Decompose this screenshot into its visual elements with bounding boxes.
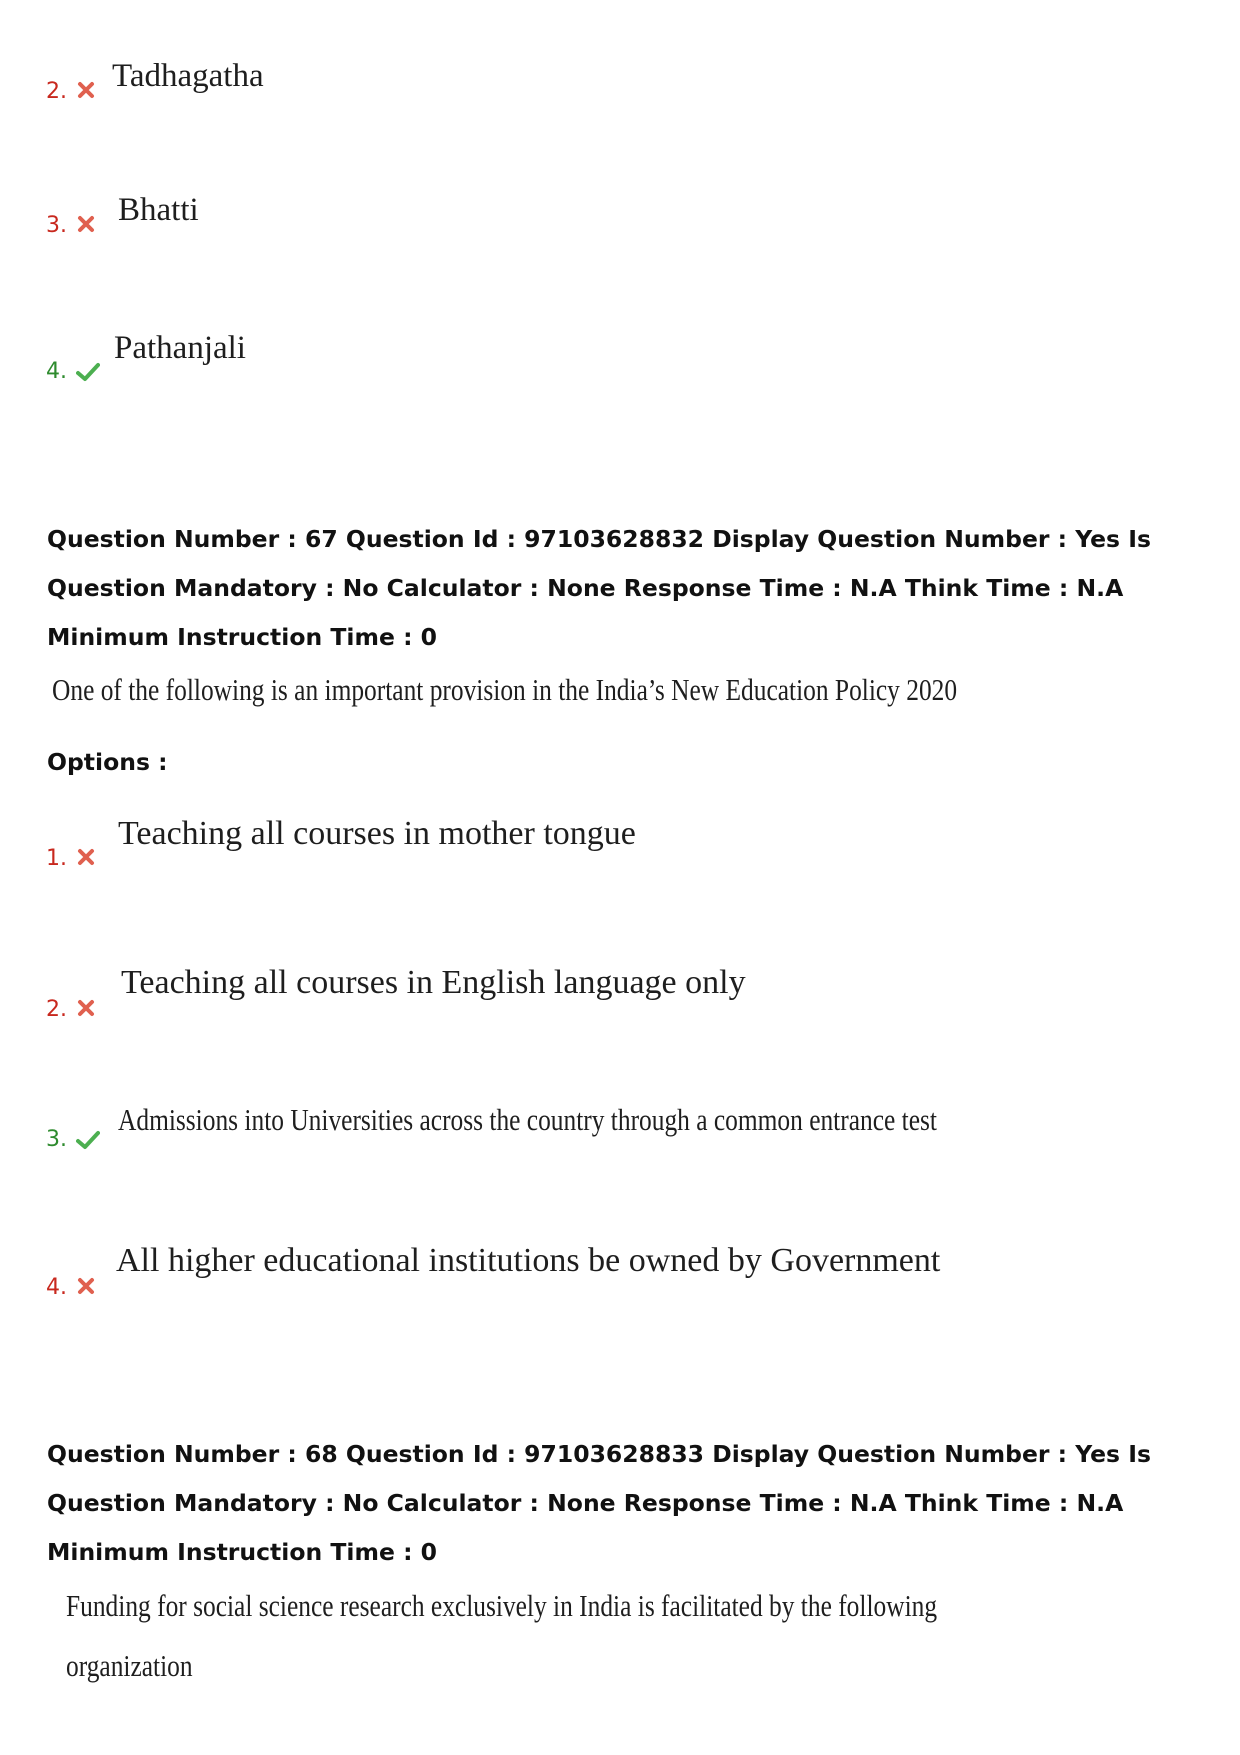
check-icon — [76, 1130, 100, 1150]
question-text: One of the following is an important provision in the India’s New Education Policy 2020 — [52, 672, 958, 707]
option-number: 4. — [46, 359, 67, 384]
option-number: 3. — [46, 1127, 67, 1152]
option-text: Teaching all courses in mother tongue — [118, 815, 636, 852]
options-label: Options : — [47, 748, 168, 776]
question-text-line: Funding for social science research exclusively in India is facilitated by the following — [66, 1588, 938, 1623]
option-number: 4. — [46, 1275, 67, 1300]
cross-icon — [76, 214, 96, 234]
option-number: 3. — [46, 213, 67, 238]
cross-icon — [76, 1276, 96, 1296]
option-text: Pathanjali — [114, 330, 246, 366]
option-text: Admissions into Universities across the country through a common entrance test — [118, 1102, 937, 1137]
cross-icon — [76, 80, 96, 100]
option-text: Teaching all courses in English language only — [121, 964, 746, 1001]
question-meta: Question Number : 67 Question Id : 97103628832 Display Question Number : Yes Is Question Mandatory : No Calculator : None Response Time : N.A Think Time : N.A Minimum Instruction Time : 0 — [47, 525, 1151, 651]
option-text: Bhatti — [118, 192, 199, 228]
check-icon — [76, 362, 100, 382]
cross-icon — [76, 847, 96, 867]
question-text-line: organization — [66, 1648, 193, 1683]
question-meta: Question Number : 68 Question Id : 97103628833 Display Question Number : Yes Is Question Mandatory : No Calculator : None Response Time : N.A Think Time : N.A Minimum Instruction Time : 0 — [47, 1440, 1151, 1566]
option-text: Tadhagatha — [112, 58, 264, 94]
option-number: 2. — [46, 79, 67, 104]
option-number: 1. — [46, 846, 67, 871]
cross-icon — [76, 998, 96, 1018]
option-text: All higher educational institutions be owned by Government — [116, 1242, 941, 1279]
option-number: 2. — [46, 997, 67, 1022]
